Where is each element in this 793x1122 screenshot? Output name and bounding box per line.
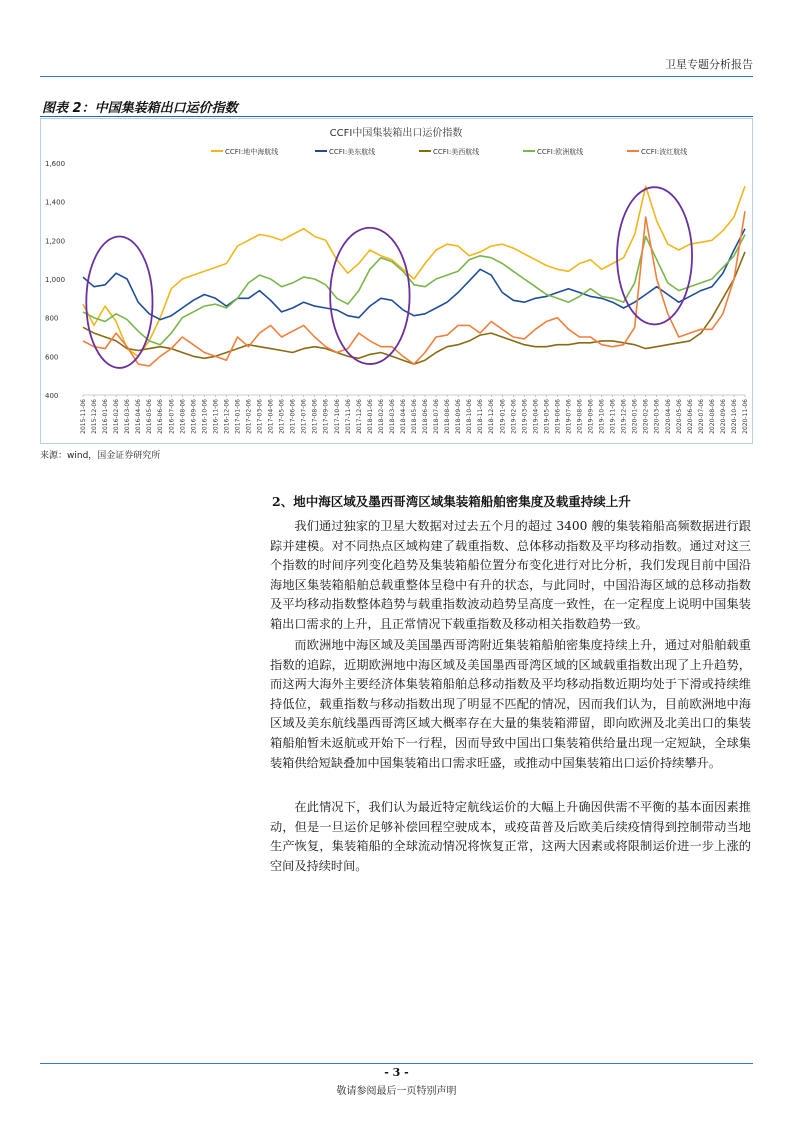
x-tick-label: 2019-07-06: [565, 399, 573, 434]
y-tick-label: 1,000: [45, 276, 66, 284]
x-tick-label: 2020-09-06: [719, 399, 727, 434]
legend-label: CCFI:地中海航线: [225, 148, 279, 156]
x-tick-label: 2016-08-06: [179, 399, 187, 434]
x-tick-label: 2017-07-06: [300, 399, 308, 434]
legend-label: CCFI:美西航线: [433, 148, 480, 156]
legend-label: CCFI:波红航线: [641, 148, 688, 156]
x-tick-label: 2017-06-06: [289, 399, 297, 434]
x-tick-label: 2019-11-06: [609, 399, 617, 434]
x-tick-label: 2016-12-06: [223, 399, 231, 434]
x-tick-label: 2016-01-06: [102, 399, 110, 434]
x-tick-label: 2020-07-06: [697, 399, 705, 434]
y-tick-label: 600: [45, 353, 59, 362]
x-tick-label: 2019-09-06: [587, 399, 595, 434]
x-tick-label: 2017-02-06: [245, 399, 253, 434]
x-tick-label: 2020-02-06: [642, 399, 650, 434]
highlight-ellipse: [330, 228, 409, 364]
x-tick-label: 2019-12-06: [620, 399, 628, 434]
x-tick-label: 2015-12-06: [91, 399, 99, 434]
x-tick-label: 2017-05-06: [278, 399, 286, 434]
chart-container: [40, 118, 753, 444]
x-tick-label: 2019-10-06: [598, 399, 606, 434]
x-tick-label: 2019-08-06: [576, 399, 584, 434]
y-tick-label: 800: [45, 314, 59, 323]
x-tick-label: 2017-10-06: [333, 399, 341, 434]
y-tick-label: 1,200: [45, 237, 66, 246]
x-tick-label: 2018-02-06: [377, 399, 385, 434]
x-tick-label: 2019-03-06: [521, 399, 529, 434]
x-tick-label: 2018-08-06: [444, 399, 452, 434]
x-tick-label: 2018-06-06: [422, 399, 430, 434]
legend-label: CCFI:欧洲航线: [537, 148, 584, 156]
legend-label: CCFI:美东航线: [329, 148, 376, 156]
x-tick-label: 2018-04-06: [399, 399, 407, 434]
x-tick-label: 2016-02-06: [113, 399, 121, 434]
x-tick-label: 2020-11-06: [742, 399, 749, 434]
x-tick-label: 2019-01-06: [499, 399, 507, 434]
x-tick-label: 2016-09-06: [190, 399, 198, 434]
section-title: 2、地中海区域及墨西哥湾区域集装箱船舶密集度及载重持续上升: [272, 494, 631, 509]
x-tick-label: 2017-01-06: [234, 399, 242, 434]
footer-divider: [40, 1063, 753, 1064]
header-divider: [40, 76, 753, 77]
x-tick-label: 2016-06-06: [157, 399, 165, 434]
x-tick-label: 2020-08-06: [708, 399, 716, 434]
x-tick-label: 2020-04-06: [664, 399, 672, 434]
x-tick-label: 2017-09-06: [322, 399, 330, 434]
x-tick-label: 2018-07-06: [433, 399, 441, 434]
x-tick-label: 2017-11-06: [344, 399, 352, 434]
x-tick-label: 2016-11-06: [212, 399, 220, 434]
x-tick-label: 2018-10-06: [466, 399, 474, 434]
x-tick-label: 2020-06-06: [686, 399, 694, 434]
x-tick-label: 2017-03-06: [256, 399, 264, 434]
x-tick-label: 2020-10-06: [730, 399, 738, 434]
x-tick-label: 2015-11-06: [80, 399, 87, 434]
footer-disclaimer: 敬请参阅最后一页特别声明: [336, 1086, 457, 1097]
ccfi-line-chart: [41, 119, 752, 443]
x-tick-label: 2018-05-06: [411, 399, 418, 434]
x-tick-label: 2020-05-06: [675, 399, 683, 434]
chart-title: CCFI中国集装箱出口运价指数: [329, 128, 463, 139]
x-tick-label: 2017-04-06: [267, 399, 275, 434]
x-tick-label: 2019-04-06: [532, 399, 540, 434]
x-tick-label: 2017-08-06: [311, 399, 319, 434]
x-tick-label: 2020-01-06: [631, 399, 639, 434]
x-tick-label: 2016-05-06: [146, 399, 154, 434]
y-tick-label: 1,600: [45, 160, 66, 168]
report-type-header: 卫星专题分析报告: [665, 58, 753, 71]
paragraph-1: 我们通过独家的卫星大数据对过去五个月的超过 3400 艘的集装箱船高频数据进行跟踪并建模。对不同热点区域构建了载重指数、总体移动指数及平均移动指数。通过对这三个指数的时间序列变化趋势及集装箱船位置分布变化进行对比分析，我们发现目前中国沿海地区集装箱船舶总载重整体呈稳中有升的状态，与此同时，中国沿海区域的总移动指数及平均移动指数整体趋势与载重指数波动趋势呈高度一致性，在一定程度上说明中国集装箱出口需求的上升，且正常情况下载重指数及移动相关指数趋势一致。: [270, 519, 751, 631]
x-tick-label: 2020-03-06: [653, 399, 661, 434]
y-tick-label: 1,400: [45, 198, 66, 207]
series-line: [83, 235, 745, 345]
paragraph-2: 而欧洲地中海区域及美国墨西哥湾附近集装箱船舶密集度持续上升，通过对船舶载重指数的追踪，近期欧洲地中海区域及美国墨西哥湾区域的区域载重指数出现了上升趋势，而这两大海外主要经济体集装箱船舶总移动指数及平均移动指数近期均处于下滑或持续维持低位，载重指数与移动指数出现了明显不匹配的情况，因而我们认为，目前欧洲地中海区域及美东航线墨西哥湾区域大概率存在大量的集装箱滞留，即向欧洲及北美出口的集装箱船舶暂未返航或开始下一行程，因而导致中国出口集装箱供给量出现一定短缺，全球集装箱供给短缺叠加中国集装箱出口需求旺盛，或推动中国集装箱出口运价持续攀升。: [270, 638, 751, 770]
paragraph-3: 在此情况下，我们认为最近特定航线运价的大幅上升确因供需不平衡的基本面因素推动，但是一旦运价足够补偿回程空驶成本，或疫苗普及后欧美后续疫情得到控制带动当地生产恢复，集装箱船的全球流动情况将恢复正常，这两大因素或将限制运价进一步上涨的空间及持续时间。: [270, 800, 751, 873]
figure-title: 图表 2：中国集装箱出口运价指数: [42, 101, 238, 116]
x-tick-label: 2016-04-06: [135, 399, 143, 434]
highlight-ellipse: [86, 236, 152, 367]
x-tick-label: 2018-12-06: [488, 399, 496, 434]
x-tick-label: 2017-12-06: [355, 399, 363, 434]
x-tick-label: 2016-03-06: [124, 399, 132, 434]
x-tick-label: 2016-07-06: [168, 399, 176, 434]
x-tick-label: 2016-10-06: [201, 399, 209, 434]
x-tick-label: 2018-11-06: [477, 399, 485, 434]
x-tick-label: 2018-03-06: [388, 399, 396, 434]
series-line: [83, 211, 745, 366]
page-number: - 3 -: [384, 1066, 409, 1079]
x-tick-label: 2019-05-06: [543, 399, 551, 434]
figure-source: 来源：wind，国金证券研究所: [40, 451, 161, 461]
x-tick-label: 2019-06-06: [554, 399, 562, 434]
figure-title-bar: [40, 94, 753, 117]
series-line: [83, 186, 745, 356]
x-tick-label: 2019-02-06: [510, 399, 518, 434]
x-tick-label: 2018-01-06: [366, 399, 374, 434]
x-tick-label: 2018-09-06: [455, 399, 463, 434]
series-line: [83, 229, 745, 320]
y-tick-label: 400: [45, 392, 59, 400]
